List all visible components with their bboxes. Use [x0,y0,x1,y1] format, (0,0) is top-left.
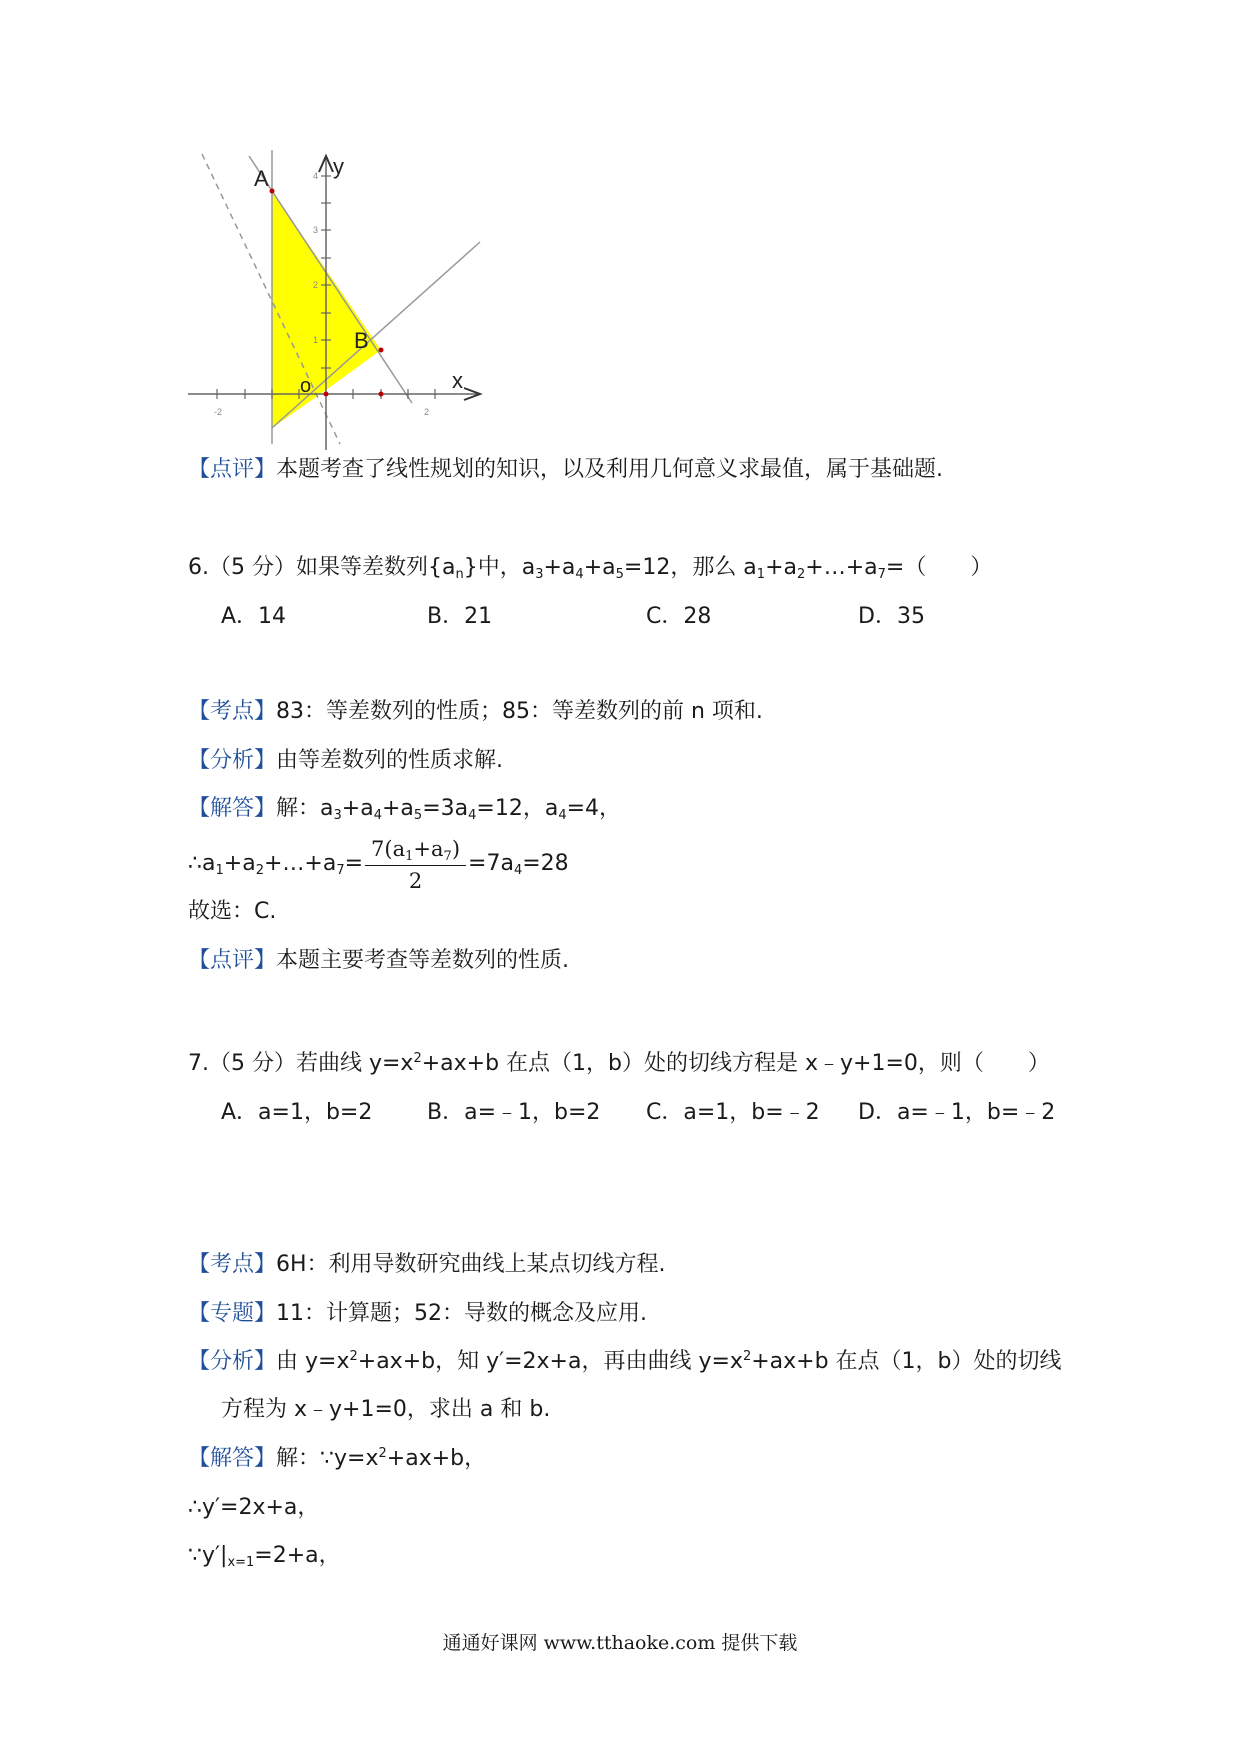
q7-kaodian: 【考点】6H：利用导数研究曲线上某点切线方程. [188,1252,666,1277]
point-o [324,392,329,397]
q6-jieda: 【解答】解：$a_3+a_4+a_5=3a_4=12$，$a_4=4$， [188,796,622,823]
q6-dianping: 【点评】本题主要考查等差数列的性质. [188,948,570,973]
tick-label-x2: 2 [424,407,430,417]
q7-fenxi: 【分析】由 $y=x^2+ax+b$，知 y′=2x+a，再由曲线 $y=x^2+ax+b$ 在点（1，b）处的切线 [188,1349,1062,1374]
page-footer: 通通好课网 www.tthaoke.com 提供下载 [442,1632,798,1654]
linear-programming-figure [188,150,488,450]
tick-label-y2: 2 [313,280,319,290]
q7-fenxi-line2: 方程为 x﹣y+1=0，求出 a 和 b. [221,1397,551,1422]
tick-label-y4: 4 [313,171,319,181]
point-a [270,189,275,194]
q7-derivative: ∴y′=2x+a， [188,1495,320,1520]
q5-comment [188,455,943,485]
label-y: y [333,154,344,179]
q7-stem: 7.（5 分）若曲线 $y=x^2+ax+b$ 在点（1，b）处的切线方程是 x﹣y+1=0，则（ ） [188,1051,1050,1076]
fraction-denominator: 2 [408,868,423,893]
q7-zhuanti: 【专题】11：计算题；52：导数的概念及应用. [188,1301,647,1326]
label-a: A [254,166,269,191]
q7-option-c: C．a=1，b=﹣2 [646,1100,820,1125]
comment-text: 本题考查了线性规划的知识，以及利用几何意义求最值，属于基础题. [276,457,944,482]
tick-label-xm2: -2 [214,407,223,417]
label-b: B [354,328,369,353]
label-o: o [300,375,312,397]
q6-fenxi: 【分析】由等差数列的性质求解. [188,748,504,773]
q6-option-b: B．21 [427,604,493,629]
q6-choice: 故选：C. [188,899,277,924]
fraction-numerator: $7(a_1+a_7)$ [365,835,466,866]
fraction [365,835,466,894]
point-x1 [379,392,384,397]
label-x: x [452,368,463,393]
q7-option-b: B．a=﹣1，b=2 [427,1100,601,1125]
q7-jieda: 【解答】解：$\because y=x^2+ax+b$， [188,1446,487,1471]
q7-option-d: D．a=﹣1，b=﹣2 [858,1100,1056,1125]
q7-option-a: A．a=1，b=2 [221,1100,373,1125]
q6-stem: 6.（5 分）如果等差数列$\{a_n\}$中，$a_3+a_4+a_5=12$，那么 $a_1+a_2+\dots+a_7=$（ ） [188,555,993,582]
q6-option-d: D．35 [858,604,925,629]
q7-derivative-at-1: $\because y'|_{x=1}=2+a$， [188,1543,341,1570]
q6-option-a: A．14 [221,604,287,629]
q6-fraction-line: $\therefore a_1+a_2+\dots+a_7=$ $\frac{7(a_1+a_7)}{2}$ $=7a_4=28$ [188,836,569,893]
point-b [379,348,384,353]
tick-label-y1: 1 [313,335,319,345]
q6-kaodian: 【考点】83：等差数列的性质；85：等差数列的前 n 项和. [188,699,763,724]
tick-label-y3: 3 [313,225,319,235]
comment-tag: 【点评】 [188,457,277,482]
q6-option-c: C．28 [646,604,712,629]
